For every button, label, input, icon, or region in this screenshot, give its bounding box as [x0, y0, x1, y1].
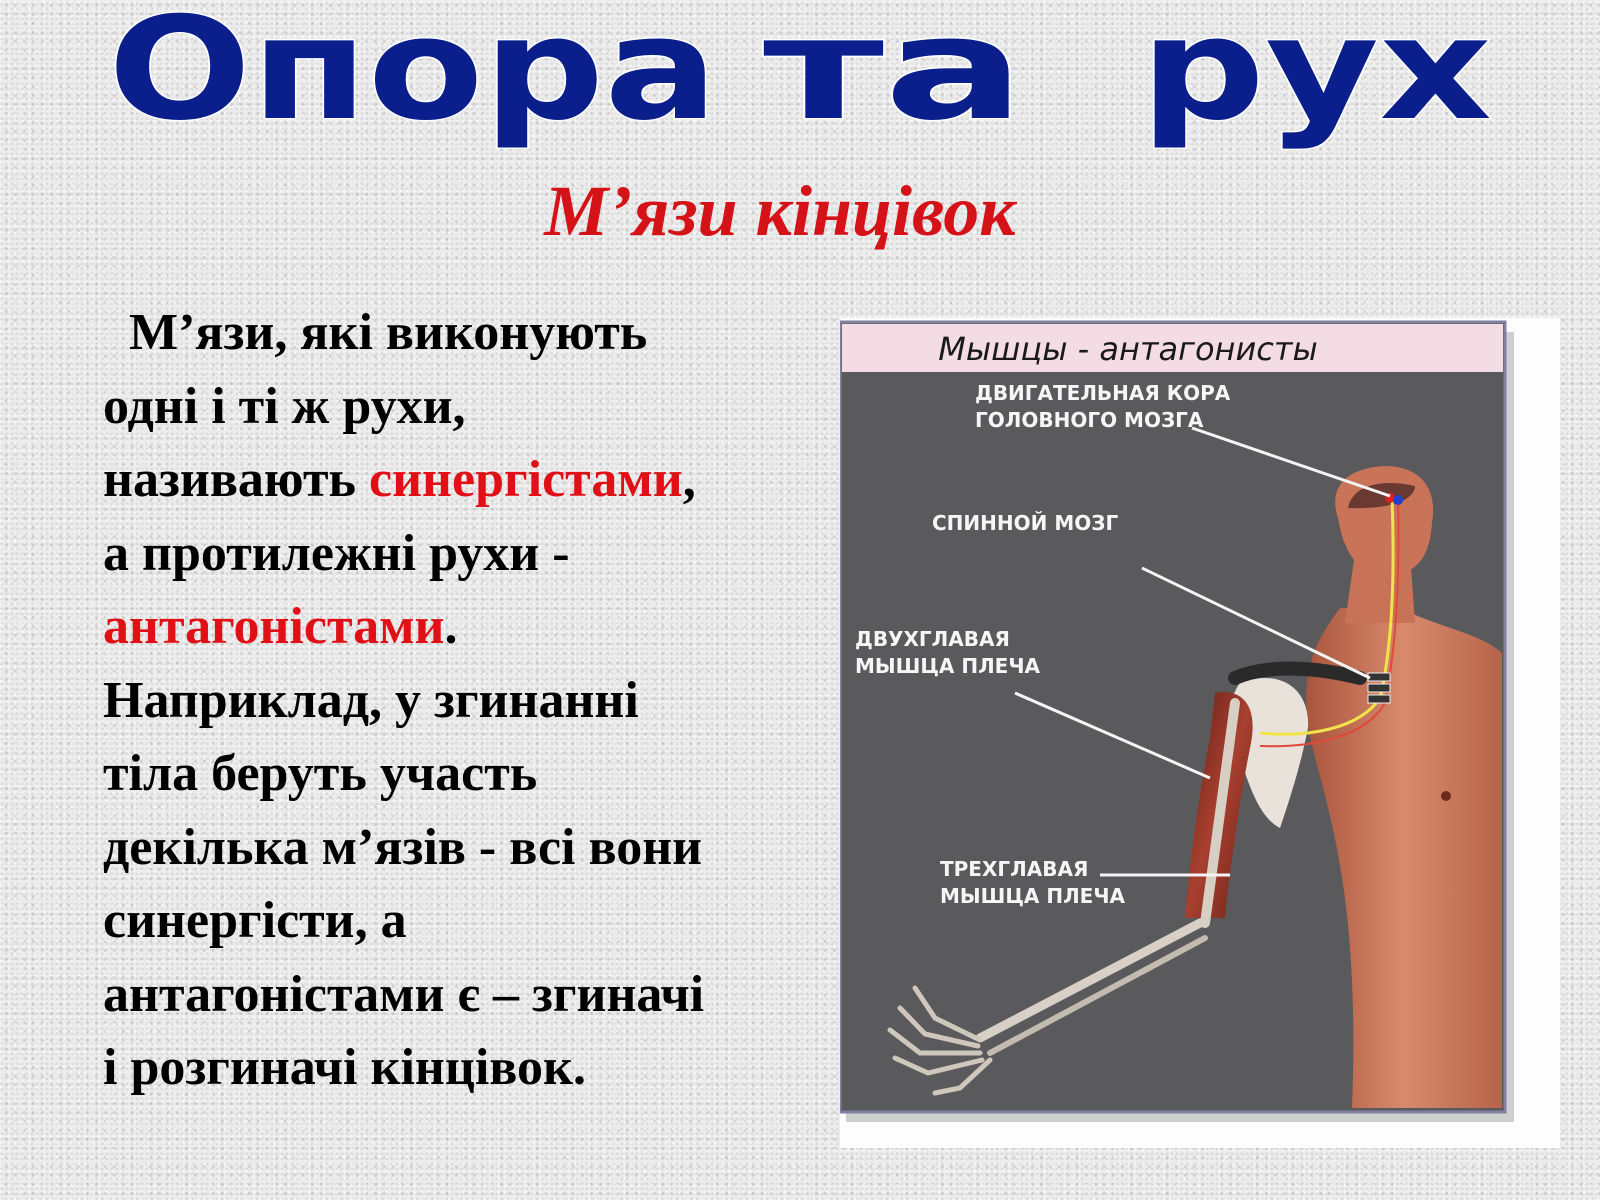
body-line: антагоністами. — [103, 598, 458, 655]
label-spinal-cord: СПИННОЙ МОЗГ — [932, 511, 1119, 535]
body-line: називають синергістами, — [103, 451, 696, 508]
body-line: антагоністами є – згиначі — [103, 965, 705, 1023]
nipple — [1441, 791, 1451, 801]
label-triceps-line2: МЫШЦА ПЛЕЧА — [940, 884, 1125, 908]
label-motor-cortex-line2: ГОЛОВНОГО МОЗГА — [975, 408, 1204, 432]
term-antagonists: антагоністами — [103, 598, 445, 655]
figure-header: Мышцы - антагонисты — [938, 330, 1318, 368]
body-paragraph — [103, 296, 843, 1105]
body-line: декілька м’язів - всі вони — [103, 818, 703, 876]
title-word-rukh: рух — [1140, 0, 1492, 152]
label-biceps-line2: МЫШЦА ПЛЕЧА — [855, 654, 1040, 678]
body-line: і розгиначі кінцівок. — [103, 1039, 586, 1096]
title-word-opora: Опора — [108, 0, 718, 152]
body-line: Наприклад, у згинанні — [103, 671, 639, 729]
slide-title — [0, 0, 1600, 160]
label-biceps-line1: ДВУХГЛАВАЯ — [855, 627, 1010, 651]
cortex-dot-blue — [1393, 495, 1403, 505]
body-line: синергісти, а — [103, 892, 407, 949]
body-line: а протилежні рухи - — [103, 524, 570, 582]
spinal-segments — [1368, 673, 1390, 703]
label-motor-cortex-line1: ДВИГАТЕЛЬНАЯ КОРА — [975, 381, 1231, 405]
body-line: М’язи, які виконують — [129, 304, 648, 361]
antagonist-muscles-illustration — [840, 318, 1560, 1148]
label-triceps-line1: ТРЕХГЛАВАЯ — [940, 857, 1089, 881]
body-line: одні і ті ж рухи, — [103, 377, 466, 435]
term-synergists: синергістами — [369, 451, 683, 508]
slide-subtitle: М’язи кінцівок — [544, 171, 1016, 251]
body-line: тіла беруть участь — [103, 745, 538, 802]
title-word-ta: та — [763, 0, 1025, 152]
